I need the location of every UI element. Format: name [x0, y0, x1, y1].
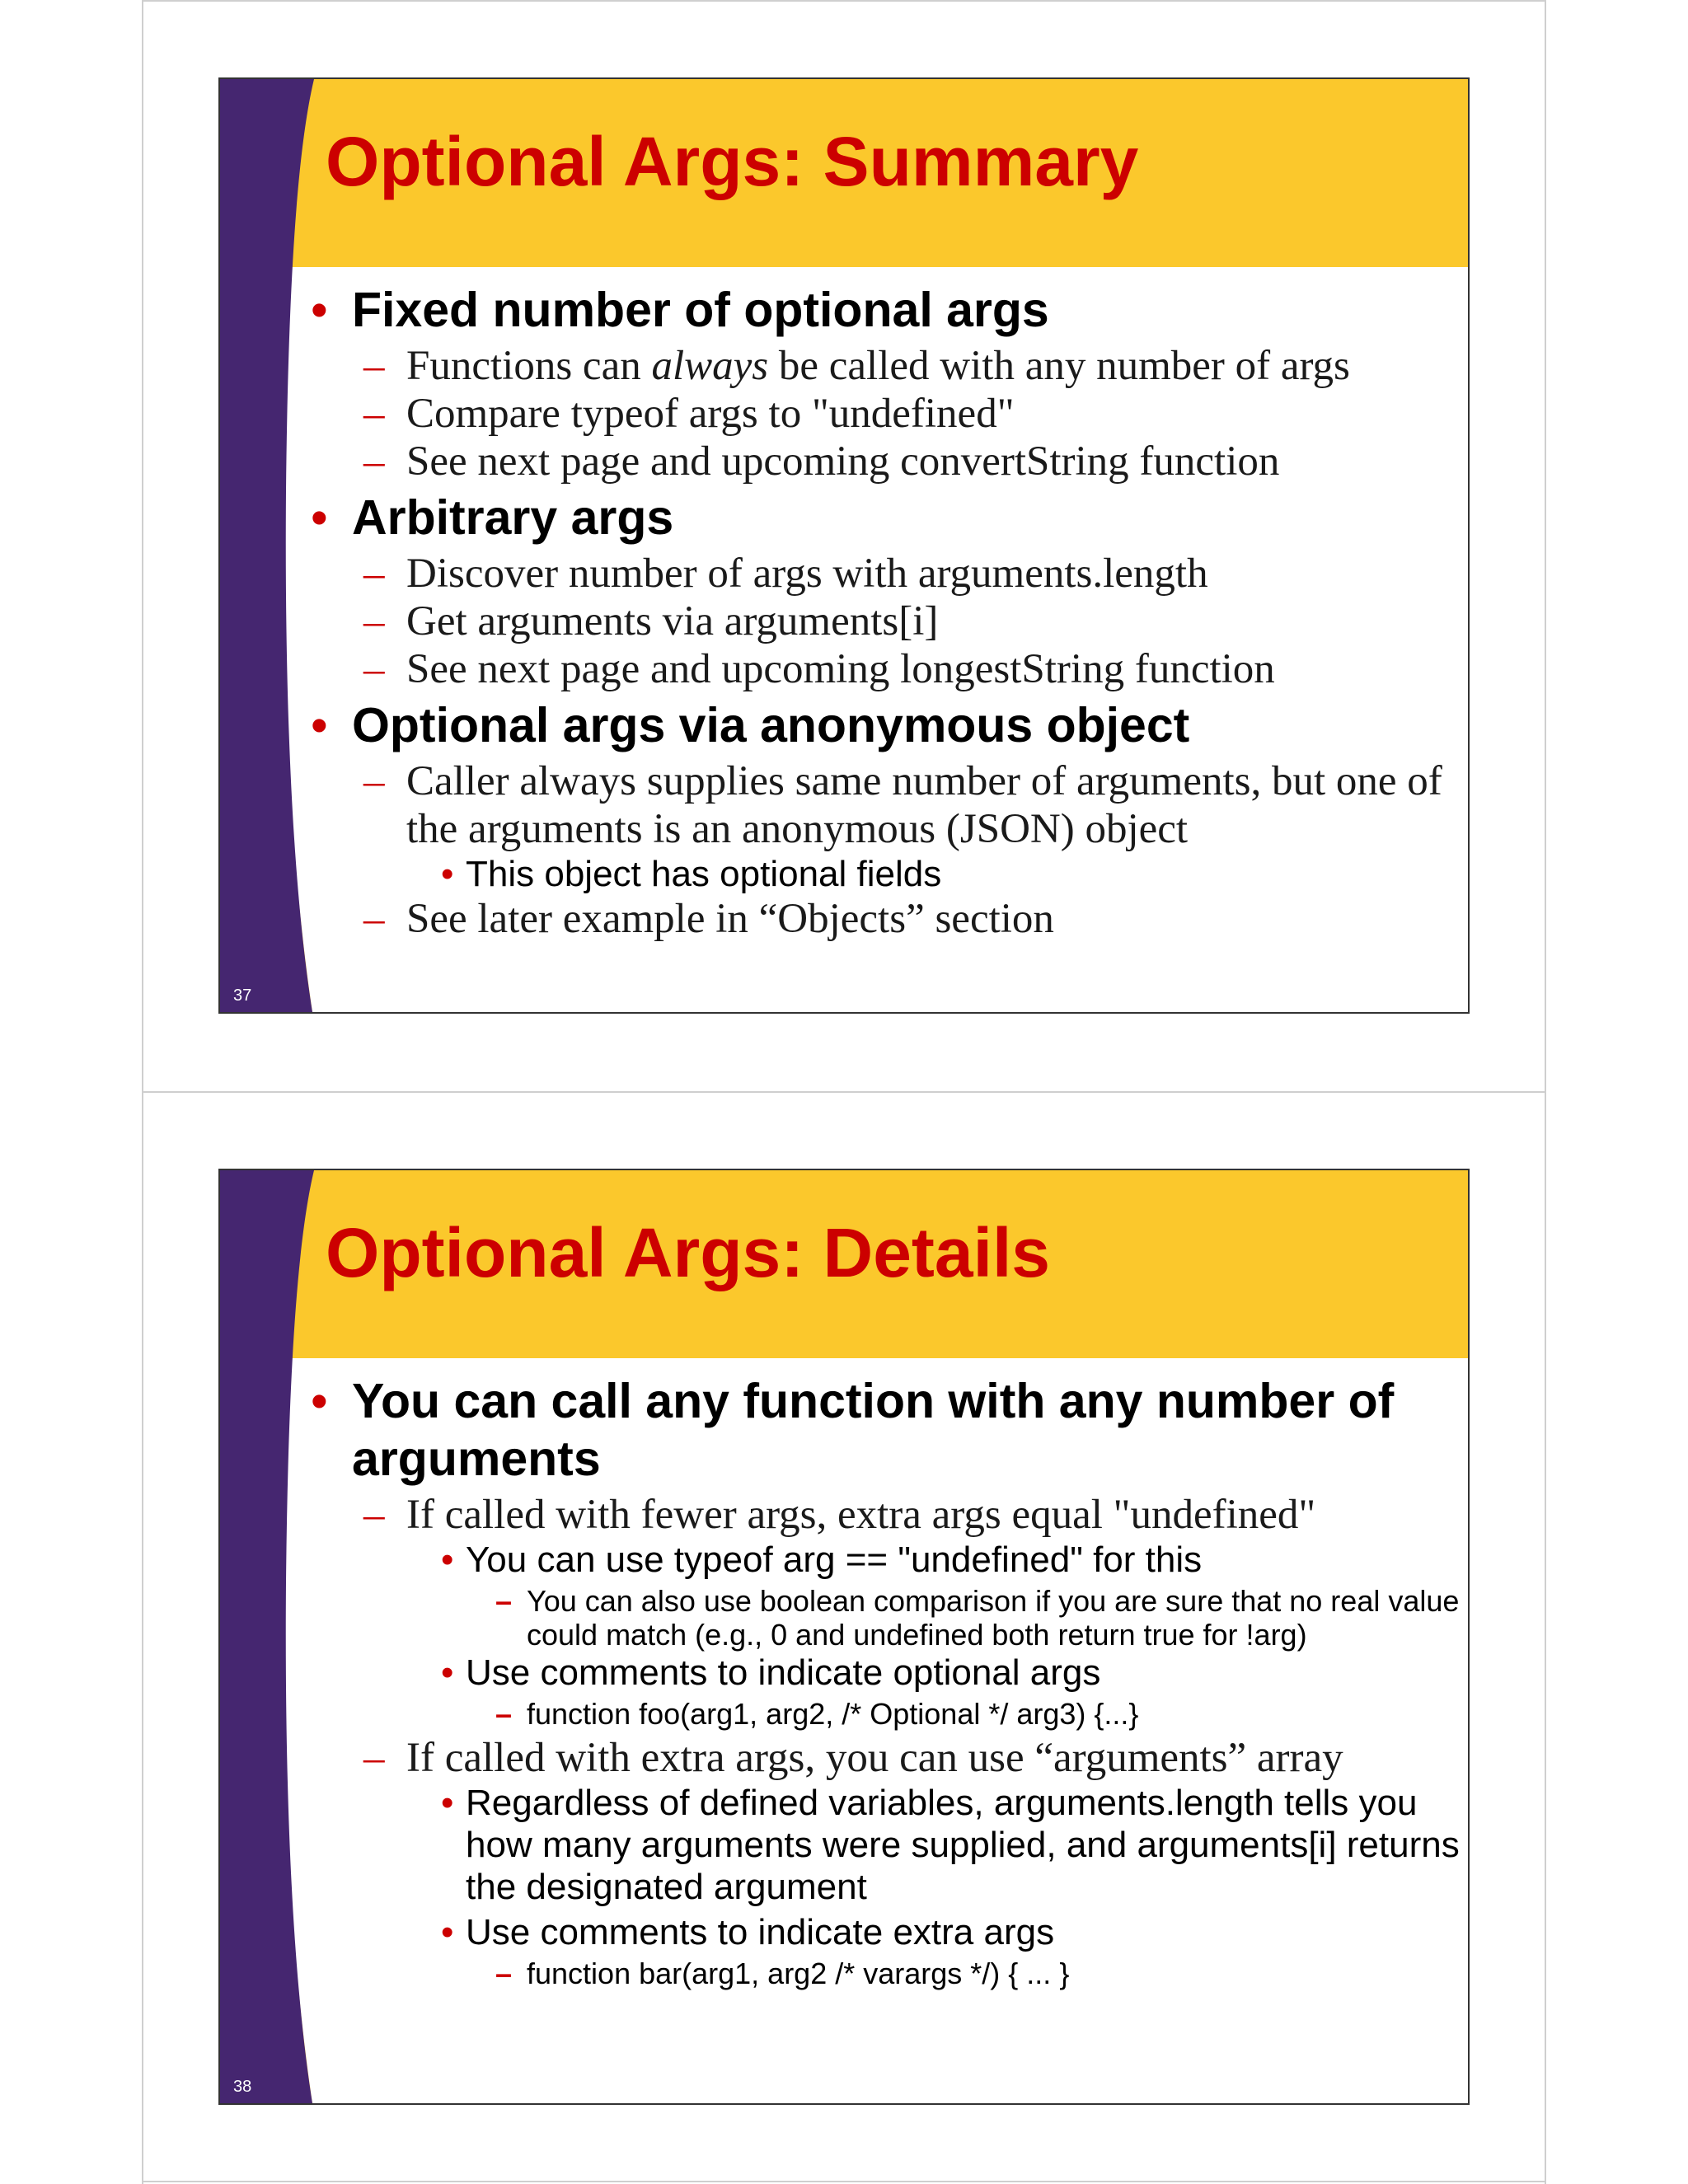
- dash-icon: –: [363, 551, 385, 597]
- sub-bullet: – See next page and upcoming convertString function: [363, 438, 1280, 485]
- sub-bullet: – Discover number of args with arguments.length: [363, 551, 1208, 597]
- sub-sub-bullet: • You can use typeof arg == "undefined" for this: [441, 1540, 1203, 1580]
- sub-sub-bullet: • This object has optional fields: [441, 854, 942, 894]
- bullet-call-any-function: • You can call any function with any number of arguments: [311, 1374, 1395, 1486]
- detail-item: – function foo(arg1, arg2, /* Optional */ arg3) {...}: [495, 1697, 1139, 1731]
- detail-item: – You can also use boolean comparison if you are sure that no real value could match (e.g., 0 and undefined both return true for !arg): [495, 1584, 1460, 1652]
- dash-icon: –: [495, 1584, 513, 1618]
- dash-icon: –: [363, 646, 385, 692]
- slide-content: [299, 1372, 1460, 1990]
- dash-icon: –: [363, 1492, 385, 1538]
- slide-title: Optional Args: Details: [326, 1214, 1051, 1291]
- dash-icon: –: [363, 343, 385, 389]
- slide-number: 38: [233, 2078, 252, 2096]
- bullet-dot-icon: •: [311, 1374, 328, 1428]
- slide-title: Optional Args: Summary: [326, 123, 1139, 200]
- bullet-fixed-args: • Fixed number of optional args: [311, 283, 1049, 337]
- bullet-anonymous-object: • Optional args via anonymous object: [311, 698, 1190, 752]
- sub-sub-bullet: • Regardless of defined variables, arguments.length tells you how many arguments were supplied, and arguments[i] returns the designated argument: [441, 1783, 1460, 1907]
- page-bottom-border: [142, 2181, 1546, 2182]
- sub-bullet: – See next page and upcoming longestString function: [363, 646, 1275, 692]
- page-top-border: [142, 0, 1546, 2]
- bullet-dot-icon: •: [441, 854, 454, 894]
- dash-icon: –: [363, 438, 385, 485]
- page-divider: [142, 1091, 1546, 1093]
- dash-icon: –: [363, 391, 385, 437]
- bullet-dot-icon: •: [311, 490, 328, 545]
- dash-icon: –: [363, 896, 385, 942]
- bullet-dot-icon: •: [441, 1912, 454, 1952]
- dash-icon: –: [363, 758, 385, 804]
- slide-content: [299, 281, 1460, 943]
- sub-bullet: – If called with fewer args, extra args equal "undefined": [363, 1492, 1316, 1538]
- dash-icon: –: [363, 598, 385, 644]
- sub-bullet: – Get arguments via arguments[i]: [363, 598, 939, 644]
- dash-icon: –: [495, 1957, 513, 1990]
- dash-icon: –: [495, 1697, 513, 1731]
- bullet-dot-icon: •: [441, 1540, 454, 1580]
- slide-37: [218, 77, 1470, 1014]
- sub-sub-bullet: • Use comments to indicate extra args: [441, 1912, 1055, 1952]
- sub-bullet: – Compare typeof args to "undefined": [363, 391, 1015, 437]
- dash-icon: –: [363, 1735, 385, 1781]
- sub-bullet: – Caller always supplies same number of arguments, but one of the arguments is an anonymous (JSON) object: [363, 758, 1442, 852]
- bullet-arbitrary-args: • Arbitrary args: [311, 490, 674, 545]
- slide-number: 37: [233, 987, 252, 1005]
- bullet-dot-icon: •: [441, 1652, 454, 1693]
- sub-sub-bullet: • Use comments to indicate optional args: [441, 1652, 1101, 1693]
- bullet-dot-icon: •: [441, 1783, 454, 1823]
- sub-bullet: – Functions can always be called with any number of args: [363, 343, 1350, 389]
- sub-bullet: – See later example in “Objects” section: [363, 896, 1054, 942]
- slide-38: [218, 1169, 1470, 2105]
- bullet-dot-icon: •: [311, 283, 328, 337]
- detail-item: – function bar(arg1, arg2 /* varargs */) { ... }: [495, 1957, 1070, 1990]
- sub-bullet: – If called with extra args, you can use “arguments” array: [363, 1735, 1343, 1781]
- bullet-dot-icon: •: [311, 698, 328, 752]
